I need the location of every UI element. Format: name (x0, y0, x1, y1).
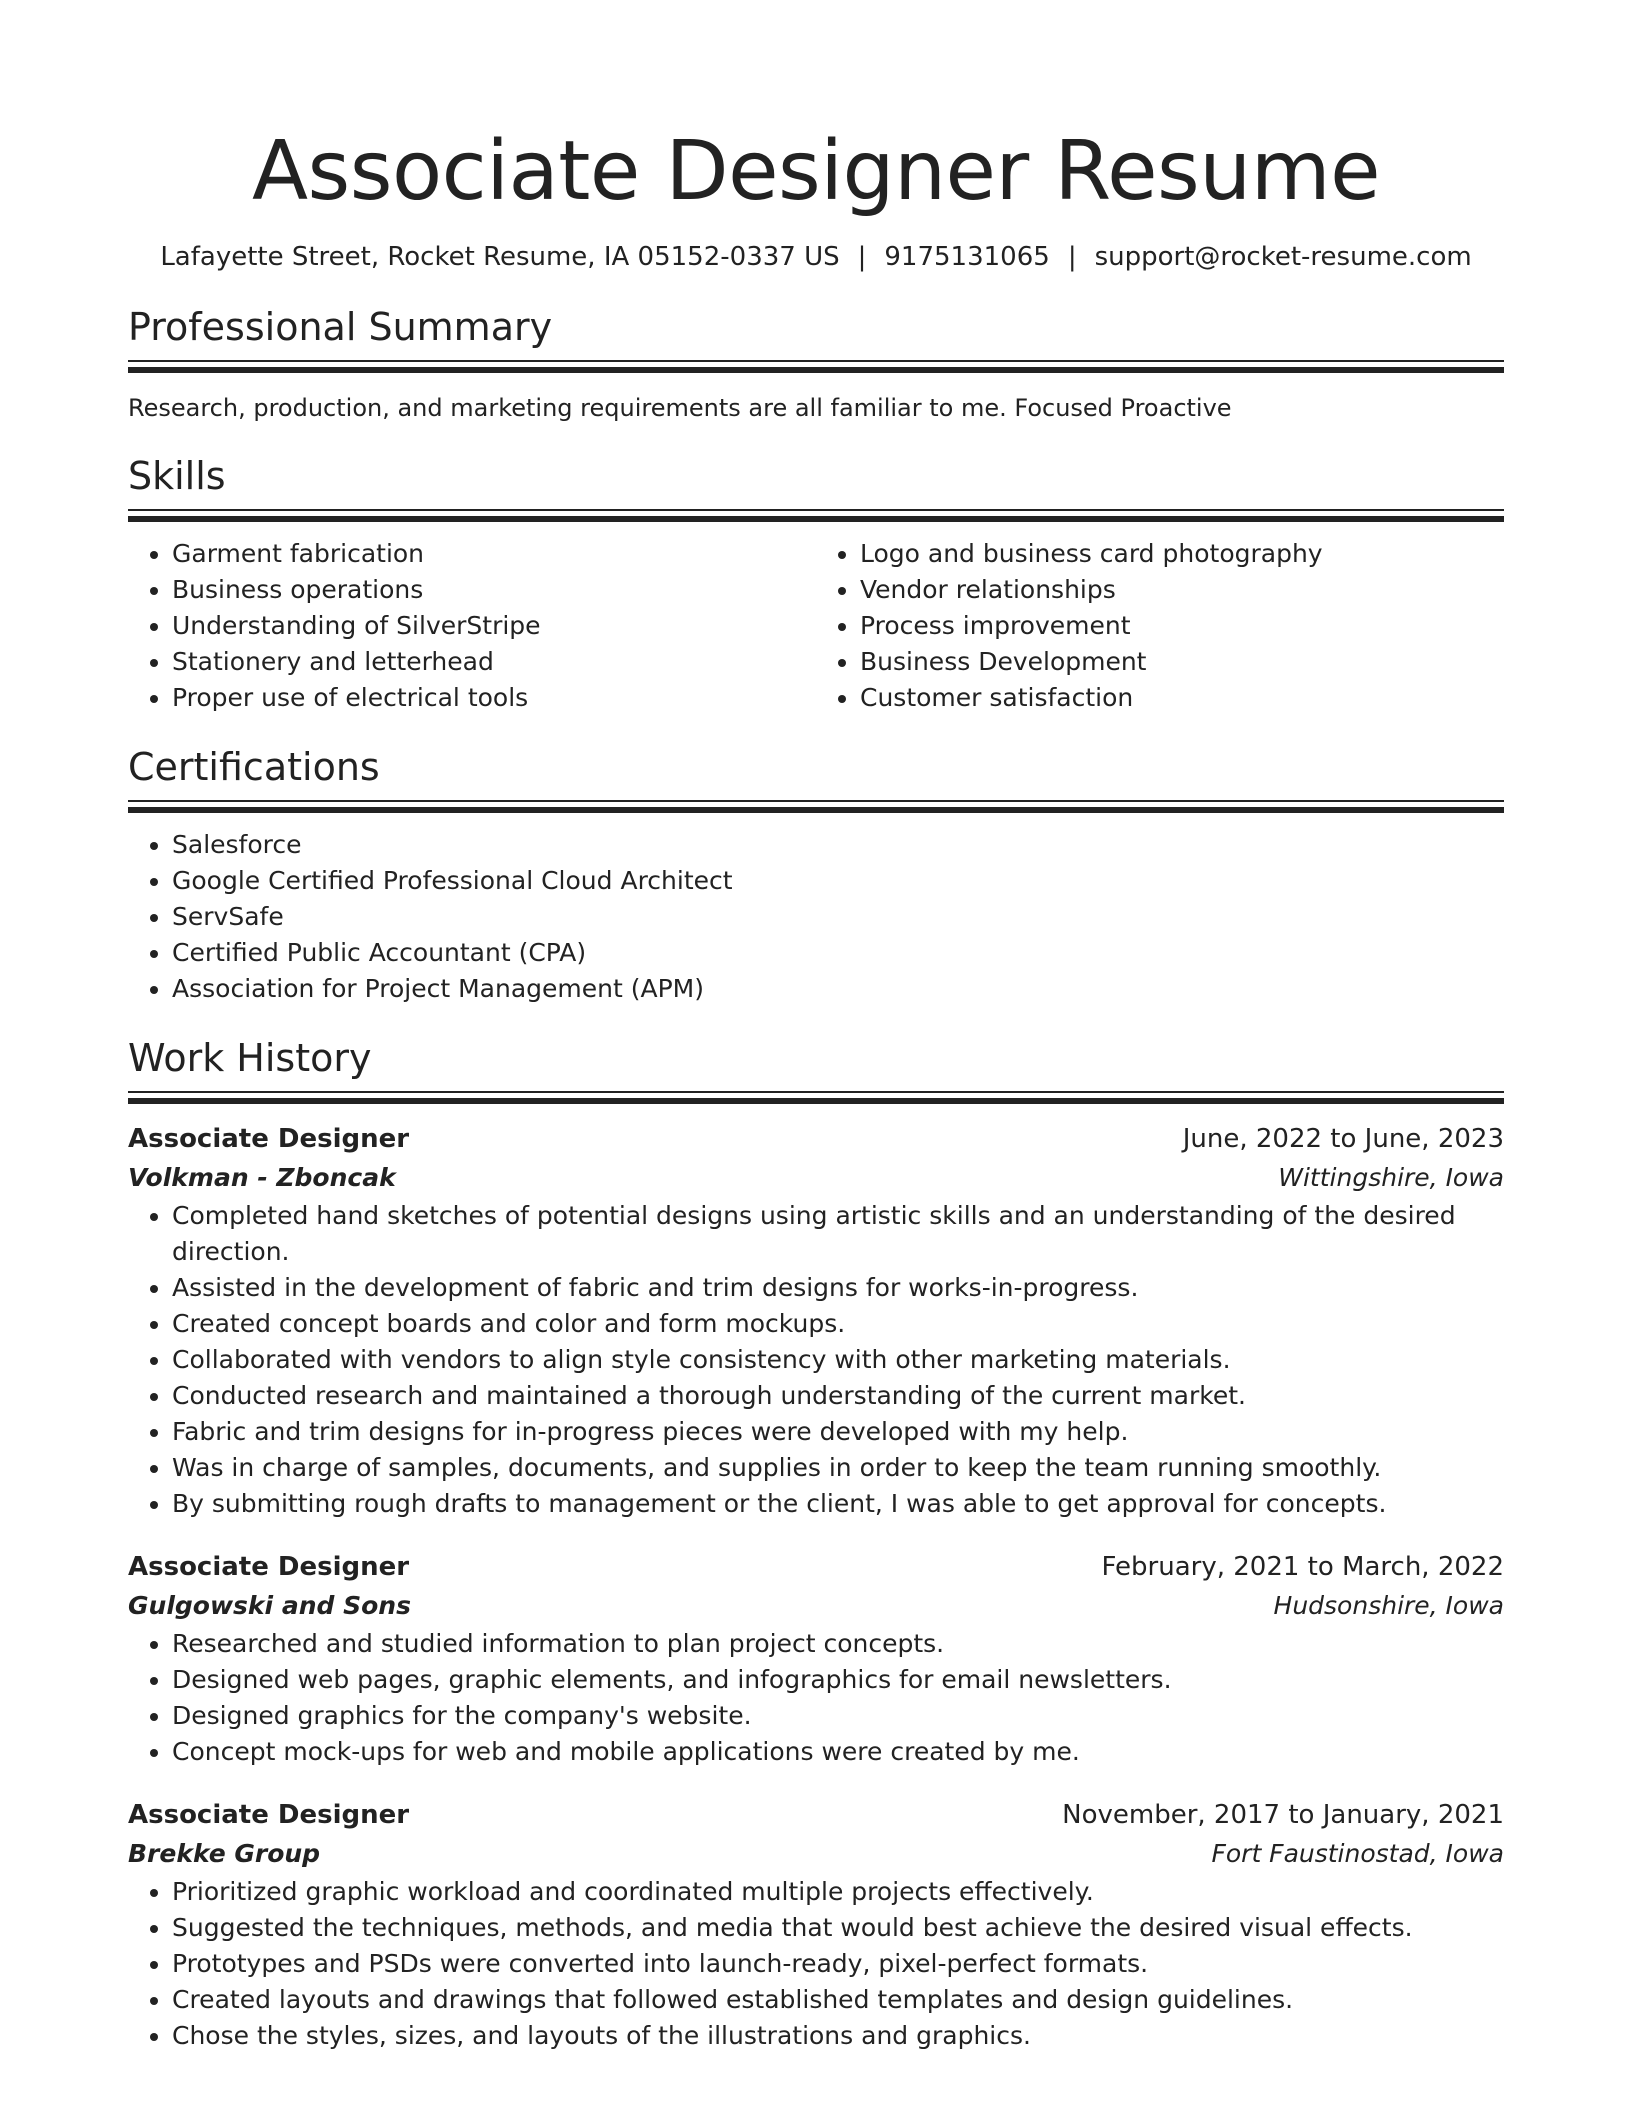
job-bullet: • Assisted in the development of fabric and trim designs for works-in-progress. (172, 1270, 1504, 1306)
job-bullet: • By submitting rough drafts to management or the client, I was able to get approval for concepts. (172, 1486, 1504, 1522)
contact-line (128, 240, 1504, 274)
section-divider (128, 1091, 1504, 1104)
skill-item: • Process improvement (860, 608, 1504, 644)
job-location: Wittingshire, Iowa (1278, 1163, 1504, 1192)
job-dates: June, 2022 to June, 2023 (1182, 1124, 1504, 1154)
job-subheader (128, 1834, 1504, 1874)
job-bullet: • Fabric and trim designs for in-progress pieces were developed with my help. (172, 1414, 1504, 1450)
job-bullet: • Conducted research and maintained a thorough understanding of the current market. (172, 1378, 1504, 1414)
skill-item: • Stationery and letterhead (172, 644, 816, 680)
job-bullet: • Chose the styles, sizes, and layouts of the illustrations and graphics. (172, 2018, 1504, 2054)
resume-page (128, 0, 1504, 2054)
job-header (128, 1548, 1504, 1586)
job-header (128, 1120, 1504, 1158)
contact-separator: | (857, 242, 867, 272)
job-company: Volkman - Zboncak (128, 1163, 396, 1192)
job-location: Fort Faustinostad, Iowa (1211, 1839, 1504, 1868)
job-bullet: • Created concept boards and color and form mockups. (172, 1306, 1504, 1342)
certification-item: • Salesforce (172, 827, 1504, 863)
contact-email[interactable]: support@rocket-resume.com (1094, 242, 1472, 272)
job-bullet: • Researched and studied information to plan project concepts. (172, 1626, 1504, 1662)
job-bullets (128, 1626, 1504, 1770)
job-location: Hudsonshire, Iowa (1273, 1591, 1504, 1620)
skill-item: • Logo and business card photography (860, 536, 1504, 572)
job-title: Associate Designer (128, 1124, 410, 1154)
job-bullet: • Created layouts and drawings that followed established templates and design guidelines. (172, 1982, 1504, 2018)
skills-section (128, 453, 1504, 716)
job-entry (128, 1548, 1504, 1770)
contact-separator: | (1067, 242, 1077, 272)
job-bullets (128, 1874, 1504, 2054)
job-entry (128, 1120, 1504, 1522)
resume-title: Associate Designer Resume (251, 124, 1381, 219)
skill-item: • Understanding of SilverStripe (172, 608, 816, 644)
job-bullet: • Prototypes and PSDs were converted into launch-ready, pixel-perfect formats. (172, 1946, 1504, 1982)
certifications-list (128, 827, 1504, 1007)
skill-item: • Business operations (172, 572, 816, 608)
skill-item: • Customer satisfaction (860, 680, 1504, 716)
work-history-section (128, 1035, 1504, 2054)
section-title-summary: Professional Summary (128, 305, 553, 349)
certification-item: • Certified Public Accountant (CPA) (172, 935, 1504, 971)
job-bullet: • Collaborated with vendors to align style consistency with other marketing materials. (172, 1342, 1504, 1378)
summary-section (128, 304, 1504, 425)
contact-address: Lafayette Street, Rocket Resume, IA 05152-0337 US (160, 242, 840, 272)
job-dates: November, 2017 to January, 2021 (1062, 1800, 1504, 1830)
skills-list-right (816, 536, 1504, 716)
job-company: Brekke Group (128, 1839, 321, 1868)
job-bullet: • Prioritized graphic workload and coordinated multiple projects effectively. (172, 1874, 1504, 1910)
certification-item: • Association for Project Management (APM) (172, 971, 1504, 1007)
section-title-work-history: Work History (128, 1036, 372, 1080)
job-title: Associate Designer (128, 1552, 410, 1582)
skills-list-left (128, 536, 816, 716)
certification-item: • ServSafe (172, 899, 1504, 935)
job-bullet: • Suggested the techniques, methods, and media that would best achieve the desired visual effects. (172, 1910, 1504, 1946)
certifications-section (128, 744, 1504, 1007)
section-divider (128, 360, 1504, 373)
job-bullet: • Designed web pages, graphic elements, and infographics for email newsletters. (172, 1662, 1504, 1698)
summary-text: Research, production, and marketing requirements are all familiar to me. Focused Proactive (128, 394, 1232, 422)
job-subheader (128, 1586, 1504, 1626)
job-company: Gulgowski and Sons (128, 1591, 411, 1620)
contact-phone: 9175131065 (884, 242, 1050, 272)
skill-item: • Proper use of electrical tools (172, 680, 816, 716)
skills-grid (128, 536, 1504, 716)
skill-item: • Business Development (860, 644, 1504, 680)
job-bullet: • Concept mock-ups for web and mobile applications were created by me. (172, 1734, 1504, 1770)
skill-item: • Vendor relationships (860, 572, 1504, 608)
job-bullet: • Completed hand sketches of potential designs using artistic skills and an understanding of the desired direction. (172, 1198, 1504, 1270)
section-divider (128, 800, 1504, 813)
job-bullets (128, 1198, 1504, 1522)
job-bullet: • Designed graphics for the company's website. (172, 1698, 1504, 1734)
job-bullet: • Was in charge of samples, documents, and supplies in order to keep the team running smoothly. (172, 1450, 1504, 1486)
job-dates: February, 2021 to March, 2022 (1101, 1552, 1504, 1582)
job-header (128, 1796, 1504, 1834)
job-entry (128, 1796, 1504, 2054)
section-title-certifications: Certifications (128, 745, 380, 789)
skill-item: • Garment fabrication (172, 536, 816, 572)
section-title-skills: Skills (128, 454, 226, 498)
section-divider (128, 509, 1504, 522)
job-subheader (128, 1158, 1504, 1198)
job-title: Associate Designer (128, 1800, 410, 1830)
certification-item: • Google Certified Professional Cloud Architect (172, 863, 1504, 899)
